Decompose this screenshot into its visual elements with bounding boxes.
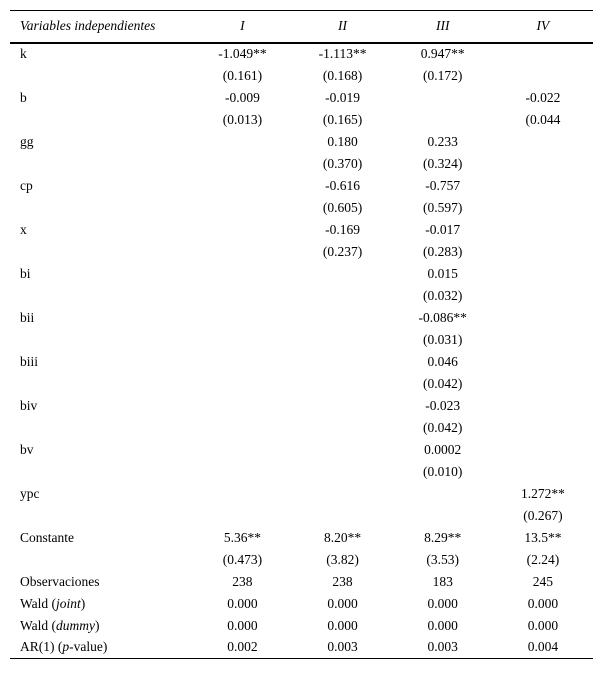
row-label: bi [20,265,31,281]
table-row [10,571,593,593]
table-row [10,615,593,637]
cell-col-1 [192,395,292,417]
row-label: x [20,221,27,237]
cell-col-2 [292,329,392,351]
cell-col-2: 0.000 [327,595,358,611]
table-row [10,43,593,65]
cell-col-4 [493,241,593,263]
cell-col-3: (0.324) [423,155,463,171]
table-row [10,197,593,219]
cell-col-4 [493,461,593,483]
row-label [10,461,192,483]
cell-col-3 [393,483,493,505]
cell-col-3: 8.29** [424,529,462,545]
cell-col-2: -1.113** [318,46,367,61]
cell-col-4: 0.004 [493,637,593,659]
cell-col-4: (0.267) [523,507,563,523]
row-label [10,329,192,351]
table-row [10,593,593,615]
row-label-italic: p [62,639,70,655]
cell-col-1: 0.000 [227,595,258,611]
cell-col-1 [192,175,292,197]
table-row [10,263,593,285]
cell-col-3: (0.031) [423,331,463,347]
cell-col-3 [393,87,493,109]
cell-col-1 [192,219,292,241]
cell-col-2: 0.180 [327,133,358,149]
row-label [10,637,192,659]
cell-col-1 [192,131,292,153]
cell-col-2: 238 [332,573,353,589]
cell-col-3: (0.032) [423,287,463,303]
cell-col-2: (0.237) [322,243,363,259]
cell-col-2: (0.605) [322,199,363,215]
cell-col-4 [493,307,593,329]
cell-col-4: 245 [532,573,554,589]
cell-col-4 [493,263,593,285]
table-row [10,153,593,175]
cell-col-2: (0.168) [322,67,363,83]
cell-col-2: -0.169 [325,221,360,237]
cell-col-1 [192,197,292,219]
cell-col-1 [192,461,292,483]
header-variables: Variables independientes [10,11,192,43]
cell-col-4 [493,131,593,153]
cell-col-1 [192,439,292,461]
row-label: cp [20,177,33,193]
cell-col-3: (0.283) [423,243,463,259]
row-label [10,549,192,571]
row-label [10,373,192,395]
table-row [10,417,593,439]
cell-col-1 [192,373,292,395]
table-header [10,11,593,43]
cell-col-1 [192,351,292,373]
cell-col-4 [493,285,593,307]
regression-table-container [10,10,593,659]
cell-col-1: (0.013) [222,111,263,127]
cell-col-4 [493,351,593,373]
cell-col-4: 1.272** [520,485,565,501]
cell-col-1: -0.009 [224,89,260,105]
cell-col-3: 0.0002 [424,441,462,457]
table-row [10,351,593,373]
cell-col-1 [192,329,292,351]
row-label-part: Wald ( [20,617,57,633]
cell-col-3: (3.53) [426,551,460,567]
row-label [10,285,192,307]
table-body [10,43,593,659]
row-label [10,417,192,439]
cell-col-1: 238 [232,573,253,589]
cell-col-4 [493,65,593,87]
row-label-italic: joint [56,595,81,611]
cell-col-2 [292,439,392,461]
row-label: k [20,46,27,61]
table-row [10,395,593,417]
cell-col-2: -0.019 [325,89,360,105]
row-label: bii [20,309,35,325]
header-col-1: I [192,11,292,43]
cell-col-3: 0.000 [427,595,458,611]
cell-col-3: -0.023 [425,397,461,413]
row-label: biii [20,353,39,369]
header-row [10,11,593,43]
table-row [10,109,593,131]
row-label-part: ) [80,595,86,611]
cell-col-1: 5.36** [223,529,261,545]
cell-col-3: 0.003 [393,637,493,659]
table-row [10,329,593,351]
row-label: ypc [20,485,40,501]
cell-col-2 [292,351,392,373]
cell-col-4 [493,439,593,461]
table-row [10,527,593,549]
table-row [10,87,593,109]
cell-col-4: -0.022 [525,89,561,105]
cell-col-4: 0.000 [527,617,559,633]
cell-col-4 [493,175,593,197]
cell-col-2 [292,395,392,417]
table-row [10,219,593,241]
cell-col-3: 0.015 [427,265,458,281]
header-col-3: III [393,11,493,43]
cell-col-2 [292,483,392,505]
cell-col-4 [493,219,593,241]
cell-col-1: (0.161) [222,67,263,83]
cell-col-1: -1.049** [218,46,267,61]
cell-col-1 [192,153,292,175]
cell-col-2 [292,417,392,439]
cell-col-1: 0.000 [227,617,258,633]
cell-col-1 [192,263,292,285]
row-label [10,109,192,131]
table-row [10,307,593,329]
row-label [10,593,192,615]
cell-col-3 [393,505,493,527]
cell-col-1 [192,285,292,307]
cell-col-2: -0.616 [325,177,360,193]
table-row [10,549,593,571]
table-row [10,439,593,461]
cell-col-3: (0.042) [423,375,463,391]
cell-col-3: 183 [432,573,453,589]
cell-col-3: -0.757 [425,177,461,193]
row-label [10,241,192,263]
cell-col-2: (0.165) [322,111,363,127]
cell-col-4 [493,197,593,219]
cell-col-4 [493,373,593,395]
row-label [10,153,192,175]
cell-col-4: (2.24) [526,551,560,567]
cell-col-2: (3.82) [326,551,359,567]
row-label: gg [20,133,34,149]
cell-col-3: -0.086** [418,309,467,325]
table-row [10,461,593,483]
cell-col-2 [292,263,392,285]
row-label-part: AR(1) ( [20,639,63,655]
cell-col-4 [493,417,593,439]
cell-col-2 [292,461,392,483]
row-label [10,505,192,527]
table-row [10,65,593,87]
table-row [10,131,593,153]
cell-col-3: 0.046 [427,353,458,369]
header-col-2: II [292,11,392,43]
cell-col-3: (0.042) [423,419,463,435]
row-label-part: Wald ( [20,595,57,611]
cell-col-1 [192,307,292,329]
cell-col-2: 0.000 [327,617,358,633]
cell-col-2 [292,285,392,307]
cell-col-2: 8.20** [323,529,362,545]
cell-col-1 [192,505,292,527]
cell-col-3: (0.597) [423,199,463,215]
cell-col-2: (0.370) [322,155,363,171]
cell-col-2 [292,505,392,527]
row-label-part: -value) [69,639,108,655]
cell-col-4 [493,43,593,65]
row-label [10,615,192,637]
cell-col-4 [493,395,593,417]
cell-col-3: 0.947** [420,46,465,61]
cell-col-2 [292,307,392,329]
cell-col-3: -0.017 [425,221,461,237]
row-label: bv [20,441,34,457]
row-label: Constante [20,529,74,545]
cell-col-4 [493,153,593,175]
row-label-italic: dummy [56,617,96,633]
cell-col-4 [493,329,593,351]
cell-col-2 [292,373,392,395]
row-label-part: ) [95,617,100,633]
row-label [10,197,192,219]
row-label: biv [20,397,38,413]
table-row [10,637,593,659]
cell-col-2: 0.003 [292,637,392,659]
table-row [10,285,593,307]
cell-col-4: 0.000 [527,595,559,611]
cell-col-1 [192,483,292,505]
cell-col-1 [192,417,292,439]
table-row [10,505,593,527]
cell-col-4: 13.5** [524,529,562,545]
row-label [10,65,192,87]
regression-table [10,10,593,659]
row-label: b [20,89,27,105]
cell-col-1: (0.473) [222,551,263,567]
cell-col-3: (0.172) [423,67,463,83]
table-row [10,373,593,395]
cell-col-3: 0.000 [427,617,458,633]
cell-col-3: (0.010) [423,463,463,479]
cell-col-1 [192,241,292,263]
cell-col-4: (0.044 [525,111,561,127]
table-row [10,175,593,197]
row-label: Observaciones [20,573,100,589]
table-row [10,483,593,505]
header-col-4: IV [493,11,593,43]
table-row [10,241,593,263]
cell-col-1: 0.002 [192,637,292,659]
cell-col-3: 0.233 [427,133,458,149]
cell-col-3 [393,109,493,131]
